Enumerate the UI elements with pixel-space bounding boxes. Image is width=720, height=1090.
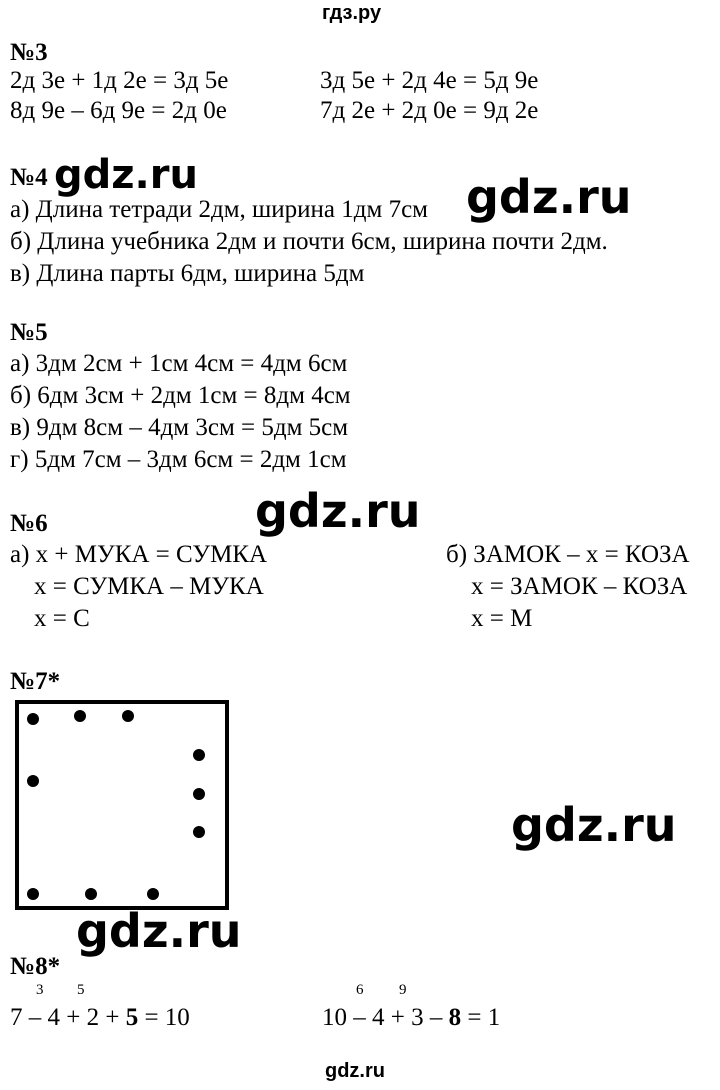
task4-title: №4	[10, 164, 48, 191]
eq1-before: 7 – 4 + 2 +	[10, 1004, 126, 1031]
dot	[193, 826, 205, 838]
task3-row2-right: 7д 2е + 2д 0е = 9д 2е	[320, 97, 539, 124]
watermark-5: gdz.ru	[76, 904, 242, 958]
task8-equation-1	[10, 1003, 190, 1033]
eq1-mark-2: 5	[77, 982, 85, 998]
eq2-mark-2: 9	[399, 982, 407, 998]
task5-line-a: а) 3дм 2см + 1см 4см = 4дм 6см	[10, 350, 348, 377]
task5-line-d: г) 5дм 7см – 3дм 6см = 2дм 1см	[10, 446, 347, 473]
task3-row1-left: 2д 3е + 1д 2е = 3д 5е	[10, 67, 229, 94]
dot	[27, 713, 39, 725]
eq2-answer: 8	[448, 1004, 462, 1031]
dot	[27, 888, 39, 900]
eq1-mark-1: 3	[36, 982, 44, 998]
watermark-2: gdz.ru	[466, 170, 632, 224]
task4-line-b: б) Длина учебника 2дм и почти 6см, ширина почти 2дм.	[10, 228, 608, 255]
task5-line-b: б) 6дм 3см + 2дм 1см = 8дм 4см	[10, 382, 351, 409]
eq2-mark-1: 6	[356, 982, 364, 998]
task4-line-c: в) Длина парты 6дм, ширина 5дм	[10, 260, 365, 287]
task5-line-c: в) 9дм 8см – 4дм 3см = 5дм 5см	[10, 414, 349, 441]
task3-row1-right: 3д 5е + 2д 4е = 5д 9е	[320, 67, 539, 94]
task7-square-figure	[10, 696, 240, 926]
task6-left-1: а) x + МУКА = СУМКА	[10, 541, 268, 568]
dot	[74, 710, 86, 722]
task3-title: №3	[10, 39, 48, 66]
dot	[85, 888, 97, 900]
dot	[193, 749, 205, 761]
dot	[122, 710, 134, 722]
watermark-1: gdz.ru	[54, 152, 198, 198]
task6-right-1: б) ЗАМОК – x = КОЗА	[446, 541, 690, 568]
eq1-answer: 5	[125, 1004, 139, 1031]
eq2-after: = 1	[461, 1004, 501, 1031]
task6-right-2: x = ЗАМОК – КОЗА	[471, 573, 688, 600]
eq2-before: 10 – 4 + 3 –	[322, 1004, 449, 1031]
dot	[147, 888, 159, 900]
task6-right-3: x = М	[471, 605, 533, 632]
footer-site: gdz.ru	[325, 1060, 385, 1082]
watermark-3: gdz.ru	[255, 484, 421, 538]
task8-title: №8*	[10, 953, 61, 980]
task5-title: №5	[10, 319, 48, 346]
task4-line-a: а) Длина тетради 2дм, ширина 1дм 7см	[10, 196, 428, 223]
task6-left-2: x = СУМКА – МУКА	[34, 573, 264, 600]
task8-equation-2	[322, 1003, 500, 1033]
dot	[193, 788, 205, 800]
task6-title: №6	[10, 510, 48, 537]
task3-row2-left: 8д 9е – 6д 9е = 2д 0е	[10, 97, 227, 124]
task6-left-3: x = С	[34, 605, 90, 632]
task7-title: №7*	[10, 668, 61, 695]
watermark-4: gdz.ru	[511, 798, 677, 852]
header-site: гдз.ру	[322, 2, 382, 24]
dot	[27, 775, 39, 787]
square-border	[17, 702, 227, 908]
eq1-after: = 10	[138, 1004, 190, 1031]
